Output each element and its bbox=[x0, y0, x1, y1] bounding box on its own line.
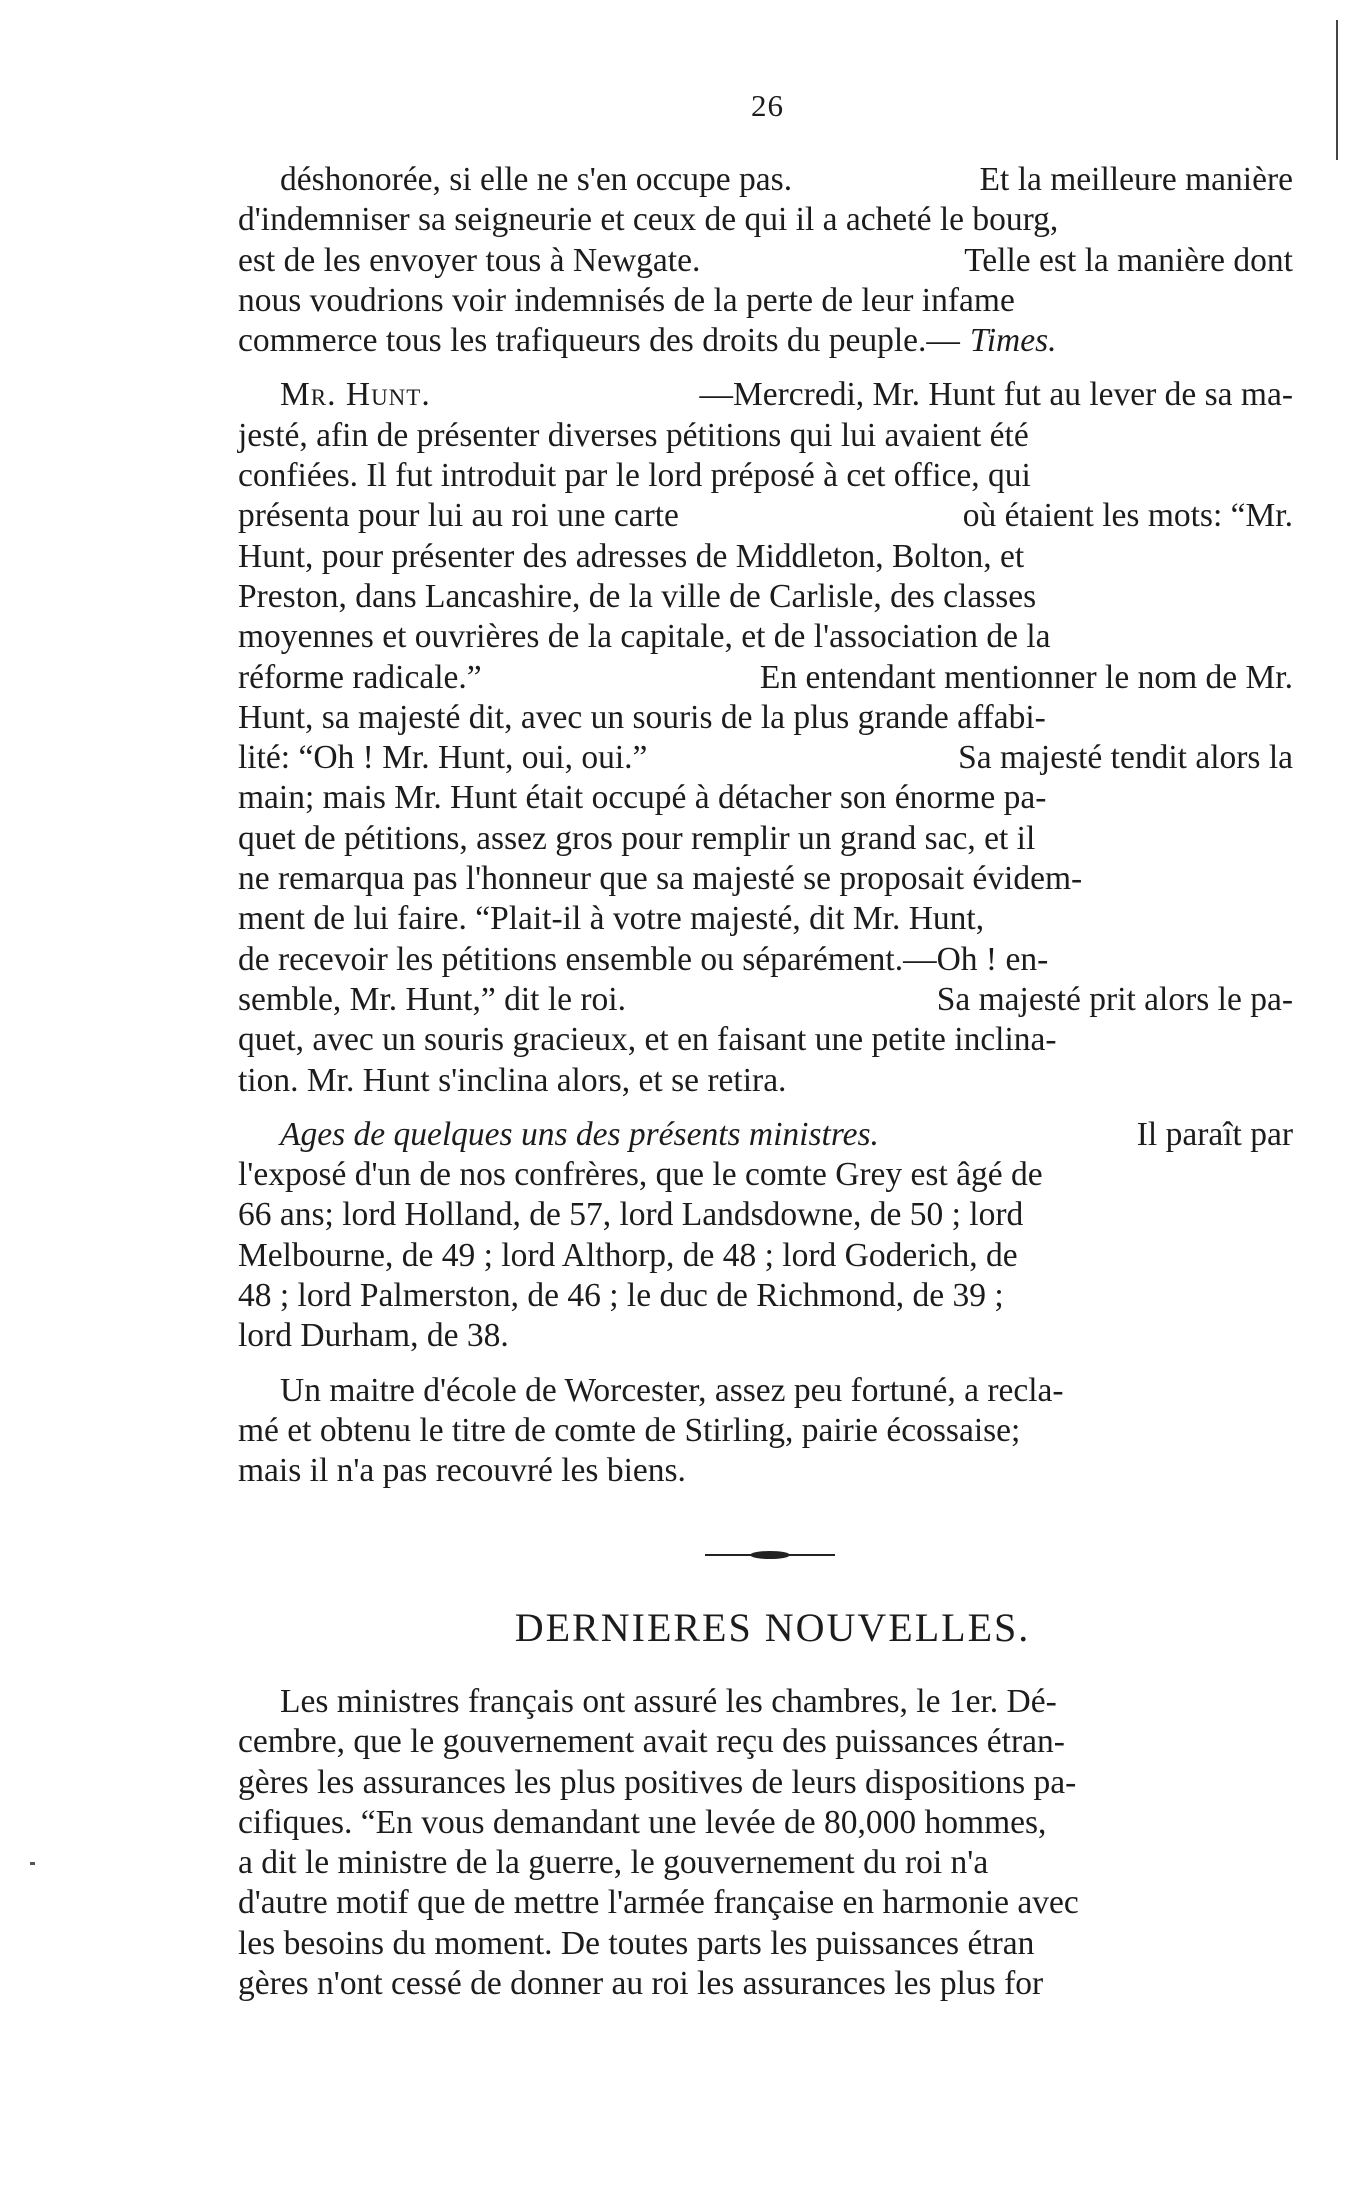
text-segment: Sa majesté tendit alors la bbox=[958, 739, 1293, 777]
text-segment: Et la meilleure manière bbox=[979, 161, 1293, 198]
text-segment: tion. Mr. Hunt s'inclina alors, et se retira. bbox=[238, 1061, 787, 1099]
text-line bbox=[238, 940, 1293, 980]
text-segment: les besoins du moment. De toutes parts les puissances étran bbox=[238, 1924, 1035, 1962]
text-segment: où étaient les mots: “Mr. bbox=[962, 497, 1293, 535]
text-line bbox=[238, 859, 1293, 899]
text-segment: Hunt, pour présenter des adresses de Middleton, Bolton, et bbox=[238, 537, 1025, 575]
paragraph bbox=[238, 1115, 1293, 1357]
text-line bbox=[238, 1803, 1293, 1843]
text-line bbox=[238, 819, 1293, 859]
text-segment: d'autre motif que de mettre l'armée française en harmonie avec bbox=[238, 1884, 1079, 1922]
text-segment: quet de pétitions, assez gros pour remplir un grand sac, et il bbox=[238, 819, 1036, 857]
text-line bbox=[238, 496, 1293, 536]
text-segment: cifiques. “En vous demandant une levée de 80,000 hommes, bbox=[238, 1803, 1047, 1841]
text-segment: Il paraît par bbox=[1136, 1115, 1293, 1153]
text-segment: ment de lui faire. “Plait-il à votre majesté, dit Mr. Hunt, bbox=[238, 900, 985, 938]
text-line bbox=[238, 1722, 1293, 1762]
text-segment: —Mercredi, Mr. Hunt fut au lever de sa ma- bbox=[699, 376, 1293, 414]
text-line bbox=[238, 456, 1293, 496]
text-line bbox=[238, 1115, 1293, 1155]
text-segment: lord Durham, de 38. bbox=[238, 1317, 509, 1355]
text-segment: gères les assurances les plus positives de leurs dispositions pa- bbox=[238, 1763, 1077, 1801]
text-segment: de recevoir les pétitions ensemble ou séparément.—Oh ! en- bbox=[238, 940, 1049, 978]
text-segment: commerce tous les trafiqueurs des droits du peuple.— bbox=[238, 322, 960, 360]
text-line bbox=[238, 1411, 1293, 1451]
text-line bbox=[238, 1451, 1293, 1491]
text-segment: moyennes et ouvrières de la capitale, et de l'association de la bbox=[238, 618, 1051, 656]
text-line bbox=[238, 160, 1293, 200]
text-line bbox=[238, 698, 1293, 738]
text-segment: jesté, afin de présenter diverses pétitions qui lui avaient été bbox=[238, 416, 1029, 454]
section-divider-ornament bbox=[705, 1550, 835, 1560]
page-number: 26 bbox=[751, 88, 784, 123]
text-line bbox=[238, 375, 1293, 415]
text-line bbox=[238, 241, 1293, 281]
section-heading: DERNIERES NOUVELLES. bbox=[514, 1605, 1031, 1650]
text-line bbox=[238, 1061, 1293, 1101]
text-segment: confiées. Il fut introduit par le lord préposé à cet office, qui bbox=[238, 457, 1031, 495]
text-line bbox=[238, 281, 1293, 321]
text-segment: Melbourne, de 49 ; lord Althorp, de 48 ; lord Goderich, de bbox=[238, 1236, 1018, 1274]
text-segment: déshonorée, si elle ne s'en occupe pas. bbox=[280, 161, 793, 198]
text-segment: En entendant mentionner le nom de Mr. bbox=[759, 658, 1293, 696]
text-segment: Un maitre d'école de Worcester, assez peu fortuné, a recla- bbox=[280, 1371, 1064, 1409]
text-segment: Les ministres français ont assuré les chambres, le 1er. Dé- bbox=[280, 1683, 1057, 1720]
news-text-column bbox=[238, 1682, 1293, 2004]
stray-ink-mark bbox=[30, 1862, 35, 1865]
text-line bbox=[238, 778, 1293, 818]
text-line bbox=[238, 617, 1293, 657]
text-line bbox=[238, 1924, 1293, 1964]
text-line bbox=[238, 1763, 1293, 1803]
text-segment: 48 ; lord Palmerston, de 46 ; le duc de Richmond, de 39 ; bbox=[238, 1277, 1004, 1315]
text-segment: cembre, que le gouvernement avait reçu des puissances étran- bbox=[238, 1723, 1065, 1761]
paragraph bbox=[238, 160, 1293, 361]
text-line bbox=[238, 1371, 1293, 1411]
text-segment: mé et obtenu le titre de comte de Stirling, pairie écossaise; bbox=[238, 1411, 1021, 1449]
text-line bbox=[238, 1236, 1293, 1276]
text-segment: gères n'ont cessé de donner au roi les assurances les plus for bbox=[238, 1965, 1044, 2003]
text-segment: semble, Mr. Hunt,” dit le roi. bbox=[238, 980, 626, 1018]
text-segment: main; mais Mr. Hunt était occupé à détacher son énorme pa- bbox=[238, 779, 1047, 817]
text-line bbox=[238, 1682, 1293, 1722]
text-line bbox=[238, 1276, 1293, 1316]
text-segment: Hunt, sa majesté dit, avec un souris de la plus grande affabi- bbox=[238, 698, 1046, 736]
text-segment: Telle est la manière dont bbox=[964, 241, 1293, 279]
text-line bbox=[238, 1964, 1293, 2004]
text-segment: Times. bbox=[969, 322, 1057, 360]
text-segment: d'indemniser sa seigneurie et ceux de qui il a acheté le bourg, bbox=[238, 201, 1059, 239]
text-segment: lité: “Oh ! Mr. Hunt, oui, oui.” bbox=[238, 739, 648, 777]
text-line bbox=[238, 537, 1293, 577]
text-segment: Sa majesté prit alors le pa- bbox=[936, 980, 1293, 1018]
text-line bbox=[238, 1883, 1293, 1923]
text-line bbox=[238, 200, 1293, 240]
text-line bbox=[238, 416, 1293, 456]
text-line bbox=[238, 1843, 1293, 1883]
text-line bbox=[238, 1020, 1293, 1060]
text-segment: présenta pour lui au roi une carte bbox=[238, 497, 679, 535]
paragraph bbox=[238, 375, 1293, 1100]
text-segment: Preston, dans Lancashire, de la ville de Carlisle, des classes bbox=[238, 577, 1037, 615]
text-line bbox=[238, 980, 1293, 1020]
text-segment: est de les envoyer tous à Newgate. bbox=[238, 241, 701, 279]
text-line bbox=[238, 577, 1293, 617]
text-segment: réforme radicale.” bbox=[238, 658, 482, 696]
text-segment: a dit le ministre de la guerre, le gouvernement du roi n'a bbox=[238, 1844, 989, 1882]
text-line bbox=[238, 658, 1293, 698]
text-line bbox=[238, 738, 1293, 778]
text-line bbox=[238, 1155, 1293, 1195]
text-line bbox=[238, 321, 1293, 361]
text-segment: Ages de quelques uns des présents ministres. bbox=[280, 1115, 879, 1153]
text-segment: nous voudrions voir indemnisés de la perte de leur infame bbox=[238, 281, 1015, 319]
main-text-column bbox=[238, 160, 1293, 1506]
text-segment: Mr. Hunt. bbox=[280, 376, 431, 414]
text-segment: quet, avec un souris gracieux, et en faisant une petite inclina- bbox=[238, 1021, 1057, 1059]
text-line bbox=[238, 899, 1293, 939]
text-segment: ne remarqua pas l'honneur que sa majesté se proposait évidem- bbox=[238, 860, 1083, 898]
paragraph bbox=[238, 1371, 1293, 1492]
paragraph bbox=[238, 1682, 1293, 2004]
text-segment: 66 ans; lord Holland, de 57, lord Landsdowne, de 50 ; lord bbox=[238, 1196, 1024, 1234]
text-line bbox=[238, 1316, 1293, 1356]
text-line bbox=[238, 1195, 1293, 1235]
text-segment: mais il n'a pas recouvré les biens. bbox=[238, 1452, 686, 1490]
text-segment: l'exposé d'un de nos confrères, que le comte Grey est âgé de bbox=[238, 1156, 1043, 1194]
